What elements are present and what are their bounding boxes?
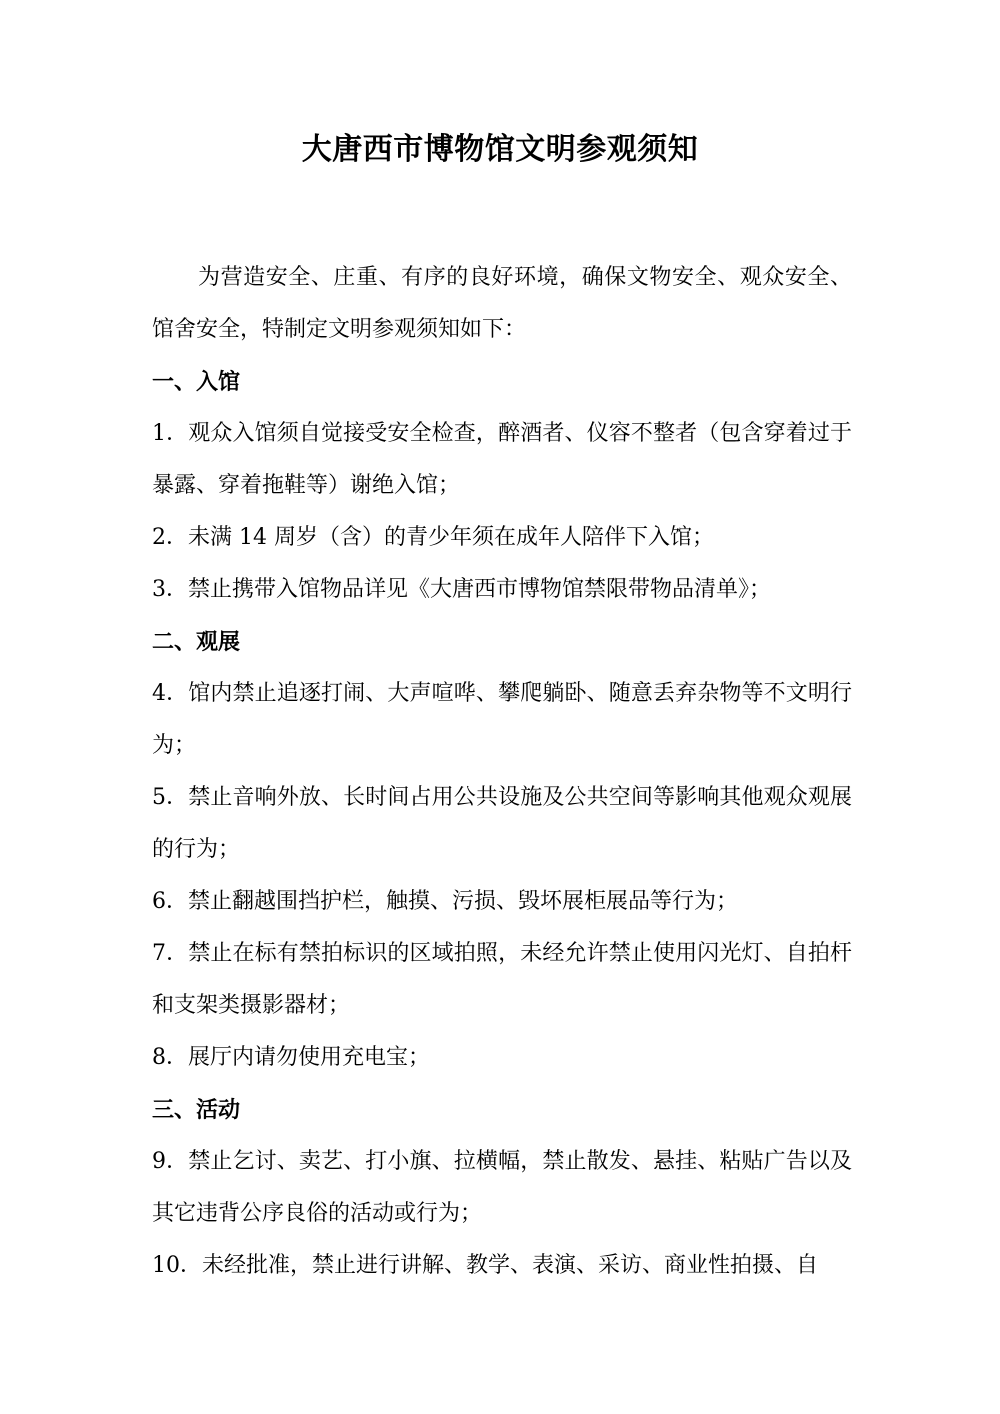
section-heading-entry: 一、入馆: [152, 369, 241, 395]
rule-item-8: 8．展厅内请勿使用充电宝；: [152, 1045, 430, 1070]
section-heading-activities: 三、活动: [152, 1097, 241, 1123]
rule-item-7: 7．禁止在标有禁拍标识的区域拍照，未经允许禁止使用闪光灯、自拍杆和支架类摄影器材；: [152, 941, 852, 1018]
rule-item-6: 6．禁止翻越围挡护栏，触摸、污损、毁坏展柜展品等行为；: [152, 889, 738, 914]
document-body: [152, 252, 852, 1292]
rule-item-3: 3．禁止携带入馆物品详见《大唐西市博物馆禁限带物品清单》；: [152, 577, 771, 602]
document-title: 大唐西市博物馆文明参观须知: [301, 132, 699, 167]
rule-item-9: 9．禁止乞讨、卖艺、打小旗、拉横幅，禁止散发、悬挂、粘贴广告以及其它违背公序良俗的活动或行为；: [152, 1149, 852, 1226]
rule-item-4: 4．馆内禁止追逐打闹、大声喧哗、攀爬躺卧、随意丢弃杂物等不文明行为；: [152, 681, 852, 758]
section-heading-viewing: 二、观展: [152, 629, 241, 655]
rule-item-2: 2．未满 14 周岁（含）的青少年须在成年人陪伴下入馆；: [152, 525, 714, 550]
rule-item-5: 5．禁止音响外放、长时间占用公共设施及公共空间等影响其他观众观展的行为；: [152, 785, 852, 862]
rule-item-1: 1．观众入馆须自觉接受安全检查，醉酒者、仪容不整者（包含穿着过于暴露、穿着拖鞋等）谢绝入馆；: [152, 421, 852, 498]
intro-paragraph: 为营造安全、庄重、有序的良好环境，确保文物安全、观众安全、馆舍安全，特制定文明参观须知如下：: [152, 265, 852, 342]
rule-item-10: 10．未经批准，禁止进行讲解、教学、表演、采访、商业性拍摄、自: [152, 1253, 818, 1278]
